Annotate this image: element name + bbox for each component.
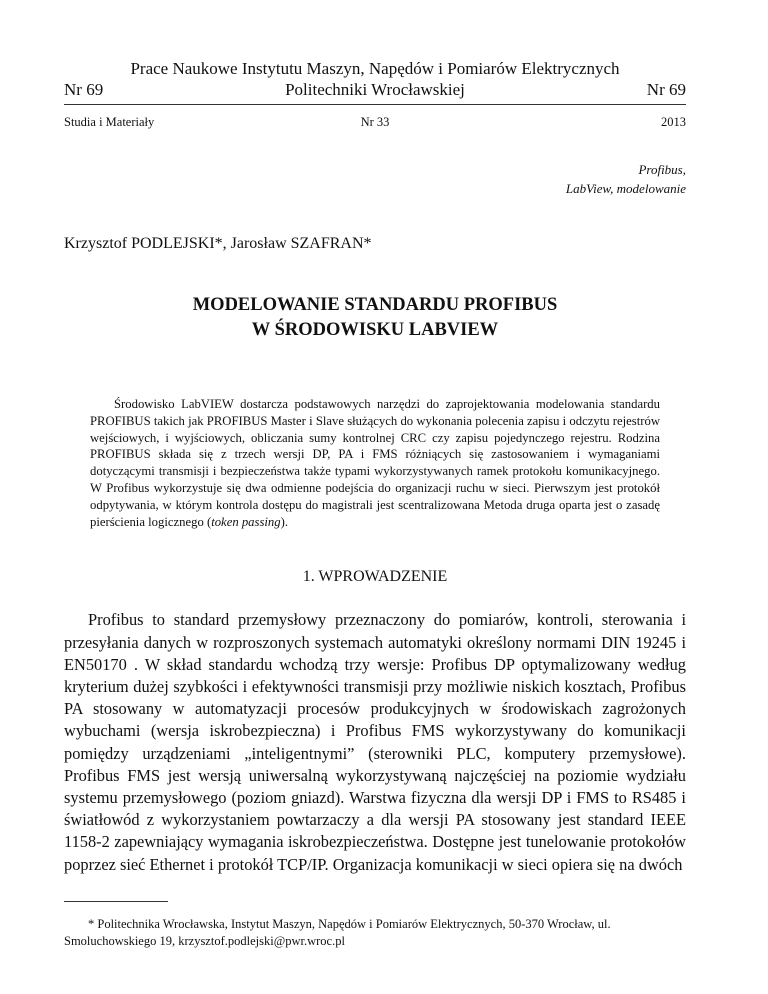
- abstract-italic-term: token passing: [211, 514, 281, 529]
- series-line: [64, 109, 686, 129]
- series-name: Studia i Materiały: [64, 115, 155, 129]
- issue-number-right: Nr 69: [646, 80, 686, 99]
- keywords-line2: LabView, modelowanie: [565, 181, 686, 196]
- abstract-end: ).: [280, 514, 289, 529]
- paper-title: [64, 293, 686, 343]
- journal-name: [64, 58, 686, 100]
- series-issue: Nr 33: [360, 115, 390, 129]
- authors: Krzysztof PODLEJSKI*, Jarosław SZAFRAN*: [64, 235, 372, 252]
- paper-page: [64, 0, 686, 962]
- title-line2: W ŚRODOWISKU LABVIEW: [251, 320, 499, 340]
- abstract: [90, 396, 660, 530]
- title-line1: MODELOWANIE STANDARDU PROFIBUS: [192, 295, 558, 315]
- journal-name-line2: Politechniki Wrocławskiej: [285, 80, 465, 99]
- section-heading: 1. WPROWADZENIE: [302, 568, 448, 586]
- issue-number-left: Nr 69: [64, 80, 104, 99]
- abstract-text: Środowisko LabVIEW dostarcza podstawowych narzędzi do zaprojektowania modelowania standardu PROFIBUS takich jak PROFIBUS Master i Slave służących do wykonania polecenia zapisu i odczytu rejestrów wejściowych, i wyjściowych, obliczania sumy kontrolnej CRC czy zapisu pojedynczego rejestru. Rodzina PROFIBUS składa się z trzech wersji DP, PA i FMS różniących się zastosowaniem i wymaganiami dotyczącymi transmisji i bezpieczeństwa także typami wykorzystywanych ramek protokołu komunikacyjnego. W Profibus wykorzystuje się dwa odmienne podejścia do organizacji ruchu w sieci. Pierwszym jest protokół odpytywania, w którym kontrola dostępu do magistrali jest scentralizowana Metoda druga oparta jest o zasadę pierścienia logicznego (: [90, 397, 660, 529]
- header-divider: [64, 104, 686, 105]
- journal-name-line1: Prace Naukowe Instytutu Maszyn, Napędów i Pomiarów Elektrycznych: [130, 59, 620, 78]
- footnote: * Politechnika Wrocławska, Instytut Maszyn, Napędów i Pomiarów Elektrycznych, 50-370 Wrocław, ul. Smoluchowskiego 19, krzysztof.podlejski@pwr.wroc.pl: [64, 916, 611, 948]
- keywords-line1: Profibus,: [638, 162, 686, 177]
- keywords: [64, 160, 686, 198]
- journal-header: [64, 0, 686, 104]
- publication-year: 2013: [661, 115, 686, 129]
- body-paragraph: Profibus to standard przemysłowy przeznaczony do pomiarów, kontroli, sterowania i przesyłania danych w rozproszonych systemach automatyki określony normami DIN 19245 i EN50170 . W skład standardu wchodzą trzy wersje: Profibus DP optymalizowany według kryterium dużej szybkości i efektywności transmisji przy możliwie niskich kosztach, Profibus PA stosowany w automatyzacji procesów produkcyjnych w środowiskach zagrożonych wybuchami (wersja iskrobezpieczna) i Profibus FMS wykorzystywany do komunikacji pomiędzy urządzeniami „inteligentnymi” (sterowniki PLC, komputery przemysłowe). Profibus FMS jest wersją uniwersalną wykorzystywaną najczęściej na poziomie wydziału systemu przemysłowego (poziom gniazd). Warstwa fizyczna dla wersji DP i FMS to RS485 i światłowód z wykorzystaniem powtarzaczy a dla wersji PA stosowany jest standard IEEE 1158-2 zapewniający wymagania iskrobezpieczeństwa. Dostępne jest tunelowanie protokołów poprzez sieć Ethernet i protokół TCP/IP. Organizacja komunikacji w sieci opiera się na dwóch: [64, 610, 686, 874]
- footnote-divider: [64, 901, 168, 902]
